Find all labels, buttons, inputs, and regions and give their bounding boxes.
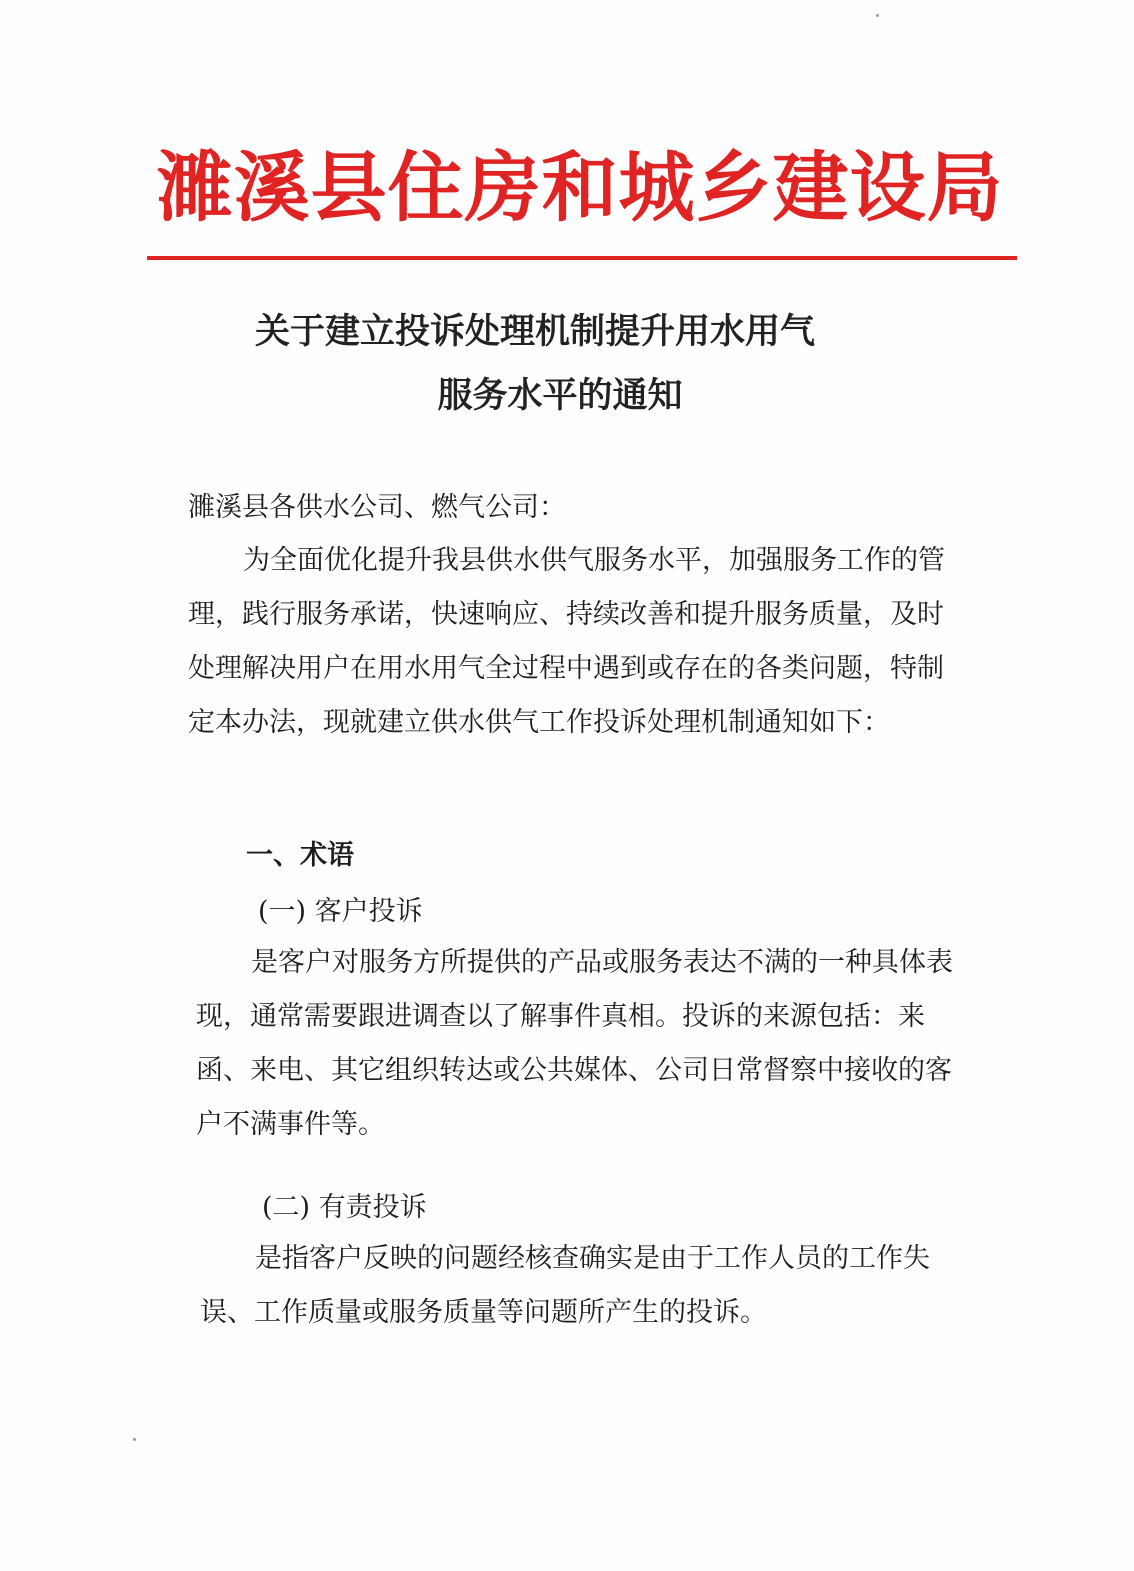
salutation: 濉溪县各供水公司、燃气公司： <box>188 492 566 523</box>
letterhead-agency-name: 濉溪县住房和城乡建设局 <box>156 143 1004 232</box>
customer-complaint-text: 是客户对服务方所提供的产品或服务表达不满的一种具体表 现，通常需要跟进调查以了解事件真相。投诉的来源包括：来函、来电、其它组织转达或公共媒体、公司日常督察中接收的客户不满事件等。 <box>196 947 953 1140</box>
intro-paragraph <box>188 534 964 750</box>
subheading-liable-complaint: (二) 有责投诉 <box>262 1192 427 1223</box>
liable-complaint-text: 是指客户反映的问题经核查确实是由于工作人员的工作失误、工作质量或服务质量等问题所产生的投诉。 <box>200 1243 930 1328</box>
liable-complaint-paragraph <box>200 1232 970 1340</box>
letterhead-red-rule <box>147 256 1017 260</box>
document-title-line-1: 关于建立投诉处理机制提升用水用气 <box>254 312 815 352</box>
subheading-customer-complaint: (一) 客户投诉 <box>258 896 423 927</box>
section-heading-terms: 一、术语 <box>246 840 354 871</box>
scan-speck <box>876 14 879 17</box>
scan-speck <box>133 1438 136 1441</box>
document-title-line-2: 服务水平的通知 <box>437 376 683 416</box>
intro-text: 为全面优化提升我县供水供气服务水平，加强服务工作的管理，践行服务承诺，快速响应、持续改善和提升服务质量，及时处理解决用户在用水用气全过程中遇到或存在的各类问题，特制定本办法，现就建立供水供气工作投诉处理机制通知如下： <box>188 545 945 738</box>
customer-complaint-paragraph <box>196 936 966 1152</box>
